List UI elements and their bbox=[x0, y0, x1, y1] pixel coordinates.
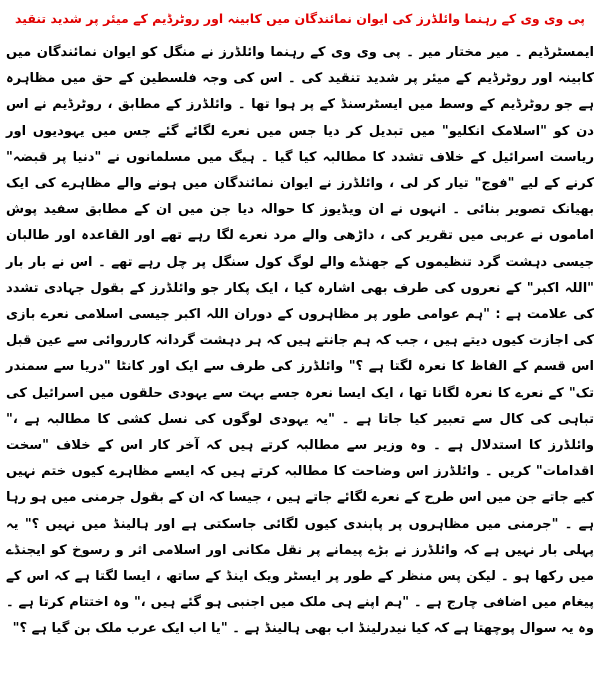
article-headline: پی وی وی کے رہنما وائلڈرز کی ایوان نمائندگان میں کابینہ اور روٹرڈیم کے میئر پر شدید تنقید bbox=[15, 11, 585, 26]
article-body: ایمسٹرڈیم ۔ میر مختار میر ۔ پی وی وی کے رہنما وائلڈرز نے منگل کو ایوان نمائندگان میں کابینہ اور روٹرڈیم کے میئر پر شدید تنقید کی ۔ اس کی وجہ فلسطین کے حق میں مظاہرہ ہے جو روٹرڈیم کے وسط میں ایسٹرسنڈ کے پر ہوا تھا ۔ وائلڈرز کے مطابق ، روٹرڈیم نے اس دن کو "اسلامک انکلیو" میں تبدیل کر دیا جس میں نعرے لگائے گئے جس میں یہودیوں اور ریاست اسرائیل کے خلاف تشدد کا مطالبہ کیا گیا ۔ ہیگ میں مسلمانوں نے "دنیا پر قبضہ" کرنے کے لیے "فوج" تیار کر لی ، وائلڈرز نے ایوان نمائندگان میں ہونے والے مظاہرے کی ایک بھیانک تصویر بنائی ۔ انہوں نے ان ویڈیوز کا حوالہ دیا جن میں ان کے مطابق سفید پوش اماموں نے عربی میں تقریر کی ، داڑھی والے مرد نعرے لگا رہے تھے اور القاعدہ اور طالبان جیسی دہشت گرد تنظیموں کے جھنڈے والے لوگ کول سنگل پر چل رہے تھے ۔ اس نے بار بار "اللہ اکبر" کے نعروں کی طرف بھی اشارہ کیا ، ایک پکار جو وائلڈرز کے بقول جہادی تشدد کی علامت ہے : "ہم عوامی طور پر مظاہروں کے دوران اللہ اکبر جیسی اسلامی نعرے بازی کی اجازت کیوں دیتے ہیں ، جب کہ ہم جانتے ہیں کہ ہر دہشت گردانہ کارروائی سے عین قبل اس قسم کے الفاظ کا نعرہ لگتا ہے ؟" وائلڈرز کی طرف سے ایک اور کانٹا "دریا سے سمندر تک" کے نعرے کا نعرہ لگانا تھا ، ایک ایسا نعرہ جسے بہت سے یہودی حلقوں میں اسرائیل کی تباہی کی کال سے تعبیر کیا جاتا ہے ۔ "یہ یہودی لوگوں کی نسل کشی کا مطالبہ ہے ،" وائلڈرز کا استدلال ہے ۔ وہ وزیر سے مطالبہ کرتے ہیں کہ آخر کار اس کے خلاف "سخت اقدامات" کریں ۔ وائلڈرز اس وضاحت کا مطالبہ کرتے ہیں کہ ایسے مظاہرے کیوں ختم نہیں کیے جاتے جن میں اس طرح کے نعرے لگائے جاتے ہیں ، جیسا کہ ان کے بقول جرمنی میں ہو رہا ہے ۔ "جرمنی میں مظاہروں پر پابندی کیوں لگائی جاسکتی ہے اور ہالینڈ میں نہیں ؟" یہ پہلی بار نہیں ہے کہ وائلڈرز نے بڑے پیمانے پر نقل مکانی اور اسلامی اثر و رسوخ کو ایجنڈے میں رکھا ہو ۔ لیکن پس منظر کے طور پر ایسٹر ویک اینڈ کے ساتھ ، ایسا لگتا ہے کہ اس کے پیغام میں اضافی چارج ہے ۔ "ہم اپنے ہی ملک میں اجنبی ہو گئے ہیں ،" وہ اختتام کرتا ہے ۔ وہ یہ سوال پوچھتا ہے کہ کیا نیدرلینڈ اب بھی ہالینڈ ہے ۔ "یا اب ایک عرب ملک بن گیا ہے ؟" bbox=[6, 45, 594, 637]
